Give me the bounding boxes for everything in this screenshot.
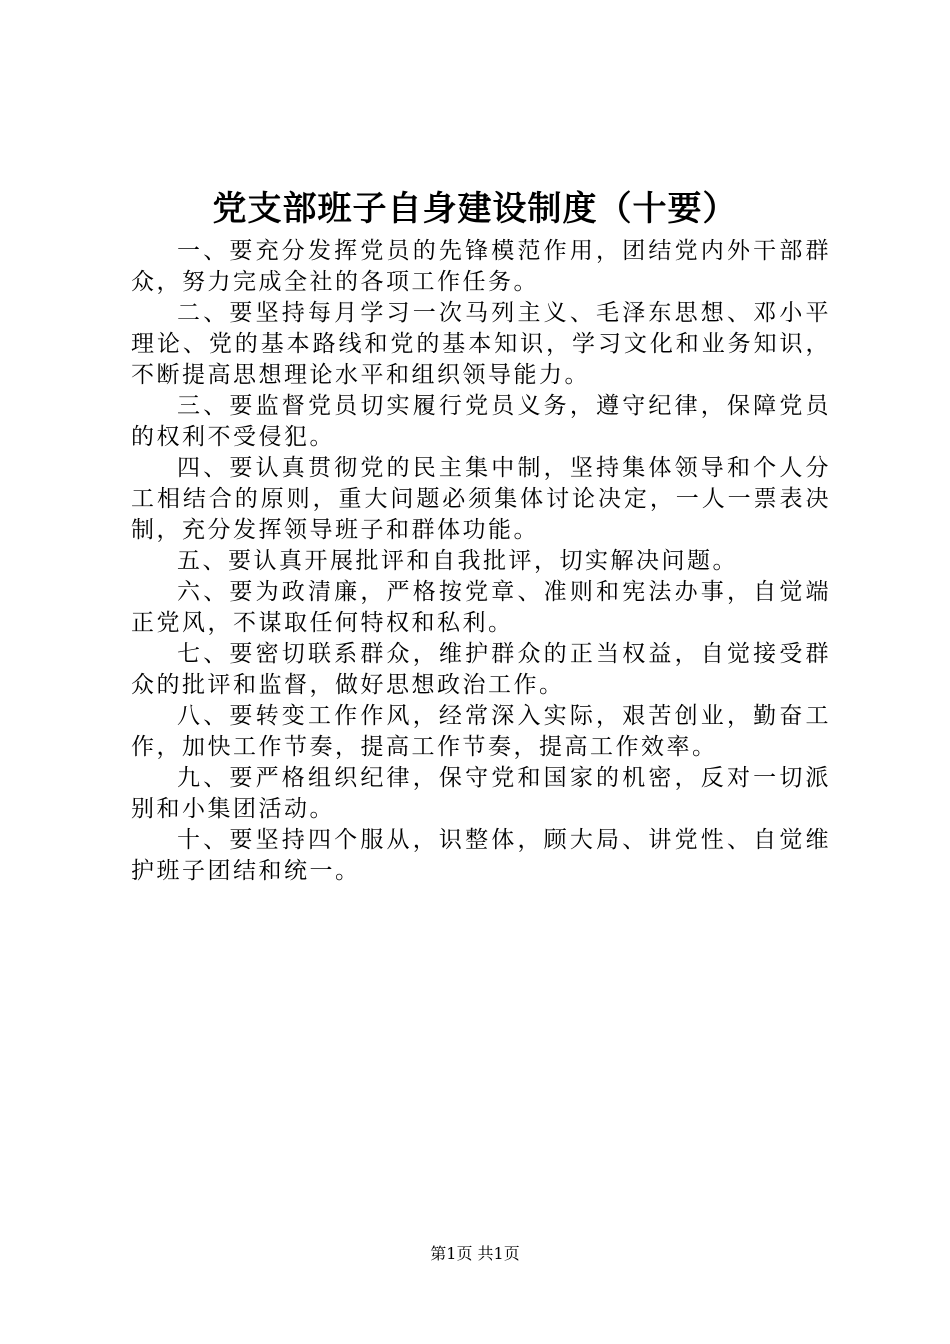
paragraph-7: 七、要密切联系群众，维护群众的正当权益，自觉接受群众的批评和监督，做好思想政治工作。 <box>131 641 831 698</box>
document-title: 党支部班子自身建设制度（十要） <box>212 189 738 229</box>
document-body <box>131 236 831 887</box>
paragraph-3: 三、要监督党员切实履行党员义务，遵守纪律，保障党员的权利不受侵犯。 <box>131 393 831 450</box>
paragraph-5: 五、要认真开展批评和自我批评，切实解决问题。 <box>177 548 738 574</box>
paragraph-8: 八、要转变工作作风，经常深入实际，艰苦创业，勤奋工作，加快工作节奏，提高工作节奏，提高工作效率。 <box>131 703 831 760</box>
paragraph-1: 一、要充分发挥党员的先锋模范作用，团结党内外干部群众，努力完成全社的各项工作任务。 <box>131 238 831 295</box>
paragraph-9: 九、要严格组织纪律，保守党和国家的机密，反对一切派别和小集团活动。 <box>131 765 831 822</box>
paragraph-10: 十、要坚持四个服从，识整体，顾大局、讲党性、自觉维护班子团结和统一。 <box>131 827 831 884</box>
paragraph-6: 六、要为政清廉，严格按党章、准则和宪法办事，自觉端正党风，不谋取任何特权和私利。 <box>131 579 831 636</box>
paragraph-2: 二、要坚持每月学习一次马列主义、毛泽东思想、邓小平理论、党的基本路线和党的基本知识，学习文化和业务知识，不断提高思想理论水平和组织领导能力。 <box>131 300 831 388</box>
page-footer: 第1页 共1页 <box>430 1244 520 1263</box>
paragraph-4: 四、要认真贯彻党的民主集中制，坚持集体领导和个人分工相结合的原则，重大问题必须集体讨论决定，一人一票表决制，充分发挥领导班子和群体功能。 <box>131 455 831 543</box>
